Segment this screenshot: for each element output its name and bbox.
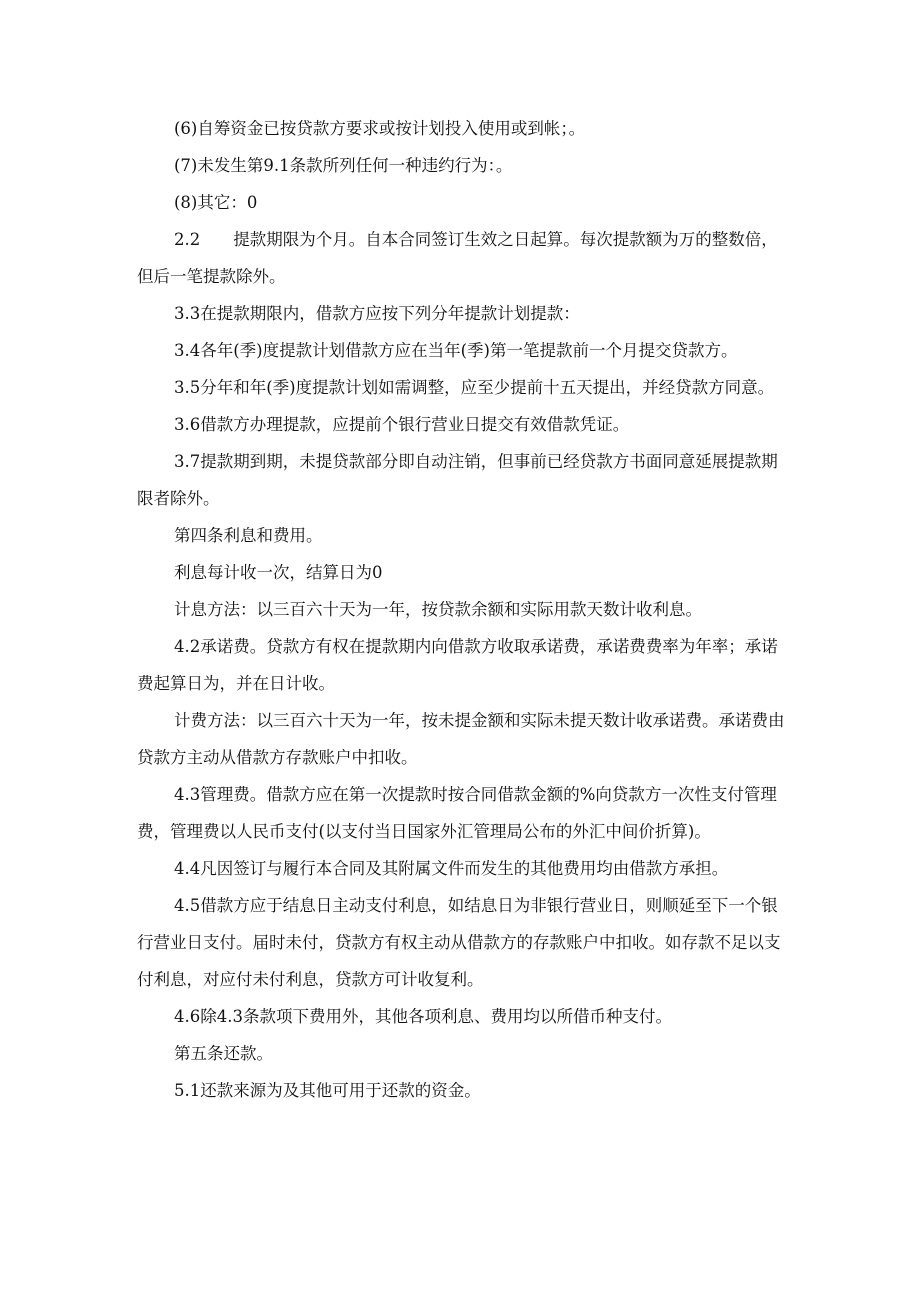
- clause-4-2: 4.2承诺费。贷款方有权在提款期内向借款方收取承诺费，承诺费费率为年率；承诺费起算日为，并在日计收。: [137, 637, 778, 693]
- clause-2-2: 2.2 提款期限为个月。自本合同签订生效之日起算。每次提款额为万的整数倍，但后一笔提款除外。: [137, 230, 778, 286]
- clause-4-6: 4.6除4.3条款项下费用外，其他各项利息、费用均以所借币种支付。: [174, 1007, 672, 1026]
- clause-3-6: 3.6借款方办理提款，应提前个银行营业日提交有效借款凭证。: [174, 415, 630, 434]
- clause-4-1-method: 计息方法：以三百六十天为一年，按贷款余额和实际用款天数计收利息。: [174, 600, 702, 619]
- clause-4-5: 4.5借款方应于结息日主动支付利息，如结息日为非银行营业日，则顺延至下一个银行营业日支付。届时未付，贷款方有权主动从借款方的存款账户中扣收。如存款不足以支付利息，对应付未付利息，贷款方可计收复利。: [137, 896, 781, 989]
- clause-2-1-6: (6)自筹资金已按贷款方要求或按计划投入使用或到帐；。: [174, 119, 586, 138]
- article-4-heading: 第四条利息和费用。: [174, 526, 323, 545]
- clause-2-1-8: (8)其它：0: [174, 193, 258, 212]
- clause-4-4: 4.4凡因签订与履行本合同及其附属文件而发生的其他费用均由借款方承担。: [174, 859, 729, 878]
- clause-4-3: 4.3管理费。借款方应在第一次提款时按合同借款金额的%向贷款方一次性支付管理费，管理费以人民币支付(以支付当日国家外汇管理局公布的外汇中间价折算)。: [137, 785, 777, 841]
- document-body: [137, 110, 787, 1109]
- clause-5-1: 5.1还款来源为及其他可用于还款的资金。: [174, 1081, 481, 1100]
- clause-3-3: 3.3在提款期限内，借款方应按下列分年提款计划提款：: [174, 304, 580, 323]
- article-5-heading: 第五条还款。: [174, 1044, 273, 1063]
- clause-2-1-7: (7)未发生第9.1条款所列任何一种违约行为：。: [174, 156, 513, 175]
- clause-4-1-interest: 利息每计收一次，结算日为0: [174, 563, 383, 582]
- clause-4-2-method: 计费方法：以三百六十天为一年，按未提金额和实际未提天数计收承诺费。承诺费由贷款方主动从借款方存款账户中扣收。: [137, 711, 785, 767]
- clause-3-4: 3.4各年(季)度提款计划借款方应在当年(季)第一笔提款前一个月提交贷款方。: [174, 341, 738, 360]
- clause-3-7: 3.7提款期到期，未提贷款部分即自动注销，但事前已经贷款方书面同意延展提款期限者除外。: [137, 452, 778, 508]
- clause-3-5: 3.5分年和年(季)度提款计划如需调整，应至少提前十五天提出，并经贷款方同意。: [174, 378, 775, 397]
